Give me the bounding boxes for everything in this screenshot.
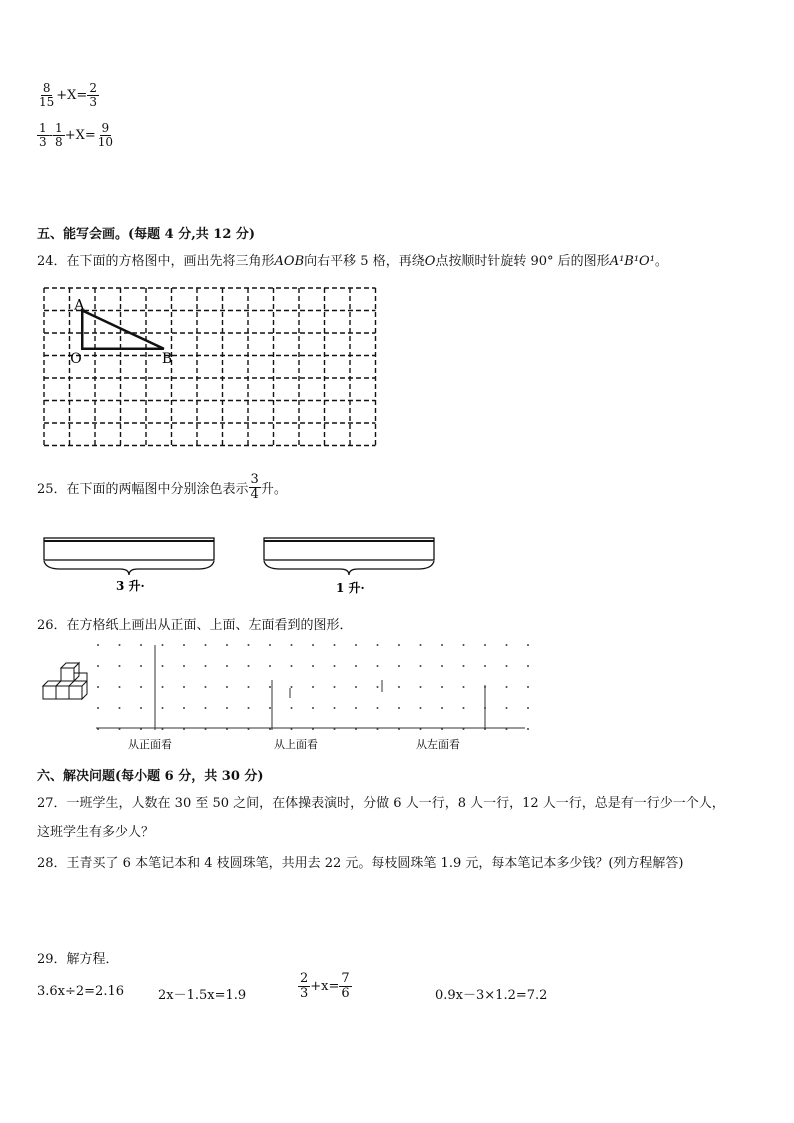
grid-dot	[97, 707, 99, 709]
fraction: $\frac{2}{3}$	[300, 971, 309, 1001]
fraction: $\frac{1}{8}$	[55, 121, 63, 149]
grid-dot	[205, 707, 207, 709]
label-o: O	[70, 350, 82, 367]
grid-dot	[162, 644, 164, 646]
label-a: A	[74, 297, 85, 314]
grid-dot	[162, 686, 164, 688]
grid-dot	[291, 665, 293, 667]
grid-dot	[162, 707, 164, 709]
grid-dot	[312, 686, 314, 688]
grid-dot	[463, 686, 465, 688]
label-top-view: 从上面看	[274, 738, 318, 751]
question-27-line-1: 27．一班学生，人数在 30 至 50 之间，在体操表演时，分做 6 人一行，8 人一行，12 人一行，总是有一行少一个人，	[37, 796, 725, 811]
grid-dot	[312, 707, 314, 709]
grid-dot	[205, 686, 207, 688]
grid-dot	[312, 644, 314, 646]
grid-dot	[183, 686, 185, 688]
grid-dot	[269, 707, 271, 709]
grid-dot	[140, 665, 142, 667]
question-24: 24．在下面的方格图中，画出先将三角形AOB向右平移 5 格，再绕O点按顺时针旋转 90° 后的图形A¹B¹O¹。	[37, 254, 668, 269]
grid-dot	[119, 644, 121, 646]
grid-dot	[420, 644, 422, 646]
fraction: $\frac{2}{3}$	[89, 81, 97, 109]
grid-dot	[248, 644, 250, 646]
grid-dot	[205, 665, 207, 667]
grid-dot	[441, 707, 443, 709]
grid-dot	[97, 644, 99, 646]
grid-dot	[97, 665, 99, 667]
fraction: $\frac{3}{4}$	[250, 472, 259, 502]
label-3-liter: 3 升·	[116, 579, 145, 593]
section-heading: 五、能写会画。(每题 4 分,共 12 分)	[37, 227, 256, 242]
grid-dot	[162, 665, 164, 667]
equation-29-2: 2x－1.5x=1.9	[158, 988, 247, 1003]
question-27-line-2: 这班学生有多少人？	[37, 825, 155, 840]
equation-1: $\frac{8}{15}$ +X= $\frac{2}{3}$	[39, 81, 97, 109]
grid-dot	[248, 665, 250, 667]
label-b: B	[161, 350, 173, 367]
grid-dot	[226, 686, 228, 688]
grid-dot	[441, 665, 443, 667]
grid-dot	[355, 707, 357, 709]
grid-dot	[355, 686, 357, 688]
grid-dot	[398, 644, 400, 646]
grid-dot	[183, 644, 185, 646]
grid-dot	[377, 707, 379, 709]
grid-dot	[140, 686, 142, 688]
fraction: $\frac{7}{6}$	[341, 971, 350, 1001]
equation-2: $\frac{1}{3}$ - $\frac{1}{8}$ +X= $\frac{9}{10}$	[39, 121, 114, 149]
grid-dot	[527, 728, 529, 730]
grid-dot	[441, 686, 443, 688]
grid-dot	[183, 665, 185, 667]
grid-dot	[484, 665, 486, 667]
grid-dot	[334, 644, 336, 646]
brace	[44, 561, 214, 575]
grid-dot	[377, 686, 379, 688]
grid-dot	[506, 644, 508, 646]
grid-dot	[183, 707, 185, 709]
grid-dot	[226, 665, 228, 667]
grid-dot	[463, 644, 465, 646]
grid-dot	[119, 665, 121, 667]
question-25: 25．在下面的两幅图中分别涂色表示 $\frac{3}{4}$ 升。	[37, 472, 287, 502]
grid-dot	[377, 644, 379, 646]
three-view-figure	[40, 640, 530, 760]
grid-dot	[291, 707, 293, 709]
grid-dot	[248, 686, 250, 688]
grid-dot	[398, 707, 400, 709]
grid-dot	[291, 686, 293, 688]
grid-dot	[291, 644, 293, 646]
grid-dot	[205, 644, 207, 646]
grid-dot	[312, 665, 314, 667]
fraction: $\frac{8}{15}$	[39, 81, 55, 109]
grid-dot	[506, 686, 508, 688]
grid-dot	[119, 707, 121, 709]
fraction: $\frac{9}{10}$	[97, 121, 114, 149]
grid-dot	[226, 644, 228, 646]
section-heading: 六、解决问题(每小题 6 分，共 30 分)	[37, 769, 264, 784]
grid-dot	[527, 644, 529, 646]
label-front-view: 从正面看	[128, 738, 172, 751]
grid-dot	[398, 665, 400, 667]
grid-dot	[506, 707, 508, 709]
dot-grid	[97, 644, 529, 730]
grid-dot	[269, 644, 271, 646]
grid-dot	[527, 665, 529, 667]
grid-dot	[484, 644, 486, 646]
grid-dot	[527, 707, 529, 709]
grid-dot	[140, 707, 142, 709]
question-26: 26．在方格纸上画出从正面、上面、左面看到的图形．	[37, 618, 353, 633]
grid-dot	[269, 686, 271, 688]
question-28: 28．王青买了 6 本笔记本和 4 枝圆珠笔，共用去 22 元。每枝圆珠笔 1.9 元，每本笔记本多少钱？(列方程解答)	[37, 856, 684, 871]
question-29-title: 29．解方程．	[37, 952, 119, 967]
grid-dot	[97, 686, 99, 688]
grid-dot	[248, 707, 250, 709]
grid-dot	[355, 644, 357, 646]
grid-dot	[398, 686, 400, 688]
square-grid	[40, 284, 385, 450]
label-1-liter: 1 升·	[336, 581, 365, 595]
cube-stack-icon	[43, 663, 87, 699]
grid-dot	[334, 665, 336, 667]
grid-dot	[506, 665, 508, 667]
grid-dot	[527, 686, 529, 688]
grid-dot	[140, 644, 142, 646]
grid-dot	[334, 707, 336, 709]
grid-dot	[463, 665, 465, 667]
fraction: $\frac{1}{3}$	[39, 121, 47, 149]
equation-29-4: 0.9x－3×1.2=7.2	[435, 988, 548, 1003]
grid-lines	[44, 288, 376, 446]
grid-dot	[226, 707, 228, 709]
bar-figures	[40, 533, 440, 597]
grid-dot	[420, 686, 422, 688]
grid-dot	[463, 707, 465, 709]
grid-dot	[355, 665, 357, 667]
grid-dot	[441, 644, 443, 646]
label-left-view: 从左面看	[416, 738, 460, 751]
grid-dot	[119, 686, 121, 688]
grid-dot	[420, 707, 422, 709]
grid-dot	[334, 686, 336, 688]
grid-dot	[420, 665, 422, 667]
grid-marks	[96, 645, 525, 730]
brace	[264, 561, 434, 575]
grid-dot	[269, 665, 271, 667]
grid-dot	[377, 665, 379, 667]
equation-29-1: 3.6x÷2=2.16	[37, 984, 125, 999]
equation-29-3: $\frac{2}{3}$ +x= $\frac{7}{6}$	[300, 971, 350, 1001]
